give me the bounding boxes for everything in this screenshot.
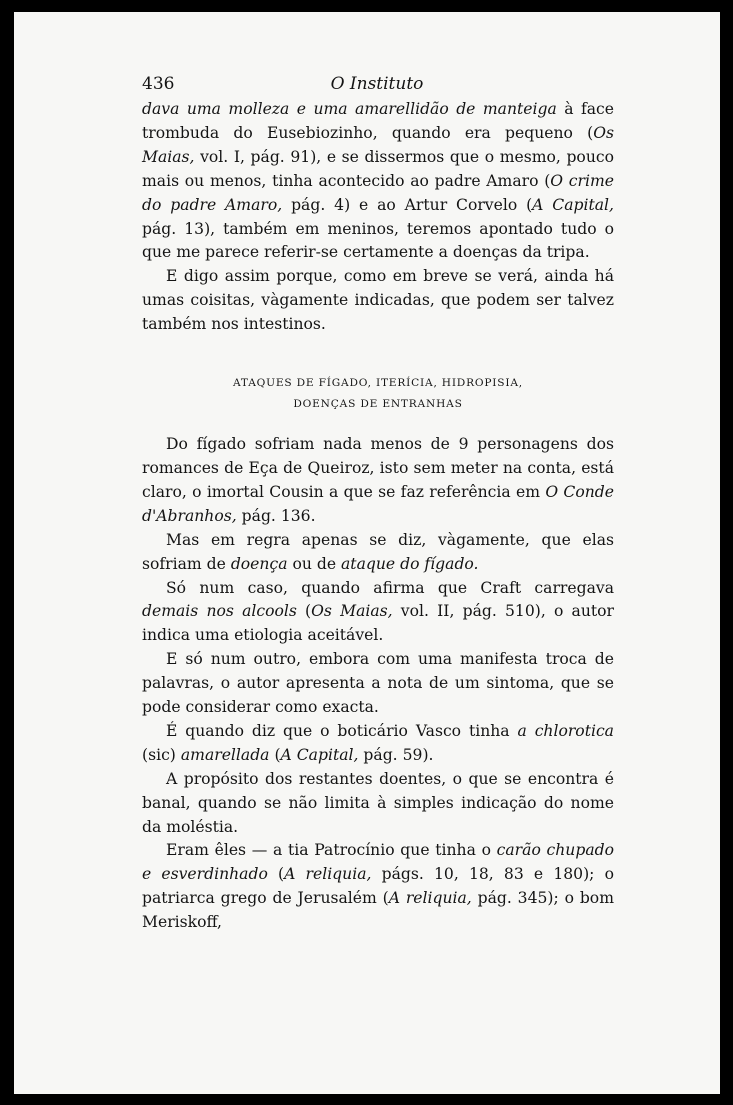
text-run: vol. I, pág. 91), e se dissermos que o mesmo, pouco mais ou menos, tinha acontecido ao padre Amaro ( [142,147,614,190]
italic-text-run: O Conde d'Abranhos, [142,482,614,525]
italic-text-run: Os Maias, [311,602,393,621]
italic-text-run: A reliquia, [388,889,472,908]
text-run: págs. 10, 18, 83 e 180); o patriarca grego de Jerusalém ( [142,865,614,908]
text-run: pág. 345); o bom Meriskoff, [142,889,614,932]
paragraph [142,648,614,720]
text-run: ( [269,745,281,764]
italic-text-run: A Capital, [532,195,614,214]
italic-text-run: demais nos alcools [142,602,297,621]
paragraph [142,839,614,935]
text-run: ou de [287,554,342,573]
page-body [142,98,614,935]
section-heading-line-2: DOENÇAS DE ENTRANHAS [293,398,463,411]
italic-text-run: ataque do fígado. [341,554,479,573]
text-run: ( [267,865,285,884]
paragraphs-before-heading [142,98,614,337]
italic-text-run: O crime do padre Amaro, [142,171,614,214]
text-run: A propósito dos restantes doentes, o que se encontra é banal, quando se não limita à simples indicação do nome da moléstia. [142,769,614,836]
running-title: O Instituto [330,74,424,94]
text-run: ( [296,602,312,621]
text-run: Só num caso, quando afirma que Craft carregava [166,578,614,597]
text-run: pág. 4) e ao Artur Corvelo ( [282,195,533,214]
text-run: É quando diz que o boticário Vasco tinha [166,721,518,740]
paragraphs-after-heading [142,433,614,935]
italic-text-run: dava uma molleza e uma amarellidão de manteiga [142,100,557,118]
text-run: Do fígado sofriam nada menos de 9 personagens dos romances de Eça de Queiroz, isto sem meter na conta, está claro, o imortal Cousin a que se faz referência em [142,435,614,501]
text-run: pág. 136. [236,506,316,525]
text-run: (sic) [142,745,181,764]
italic-text-run: A Capital, [280,745,359,764]
paragraph [142,720,614,768]
text-run: pág. 13), também em meninos, teremos apontado tudo o que me parece referir-se certamente a doenças da tripa. [142,219,614,262]
paragraph [142,768,614,840]
text-run: Eram êles — a tia Patrocínio que tinha o [166,841,497,860]
book-page [14,12,720,1094]
italic-text-run: a chlorotica [517,721,614,740]
text-run: vol. II, pág. 510), o autor indica uma etiologia aceitável. [142,602,614,645]
italic-text-run: Os Maias, [142,123,614,166]
paragraph [142,433,614,529]
text-run: E só num outro, embora com uma manifesta troca de palavras, o autor apresenta a nota de um sintoma, que se pode considerar como exacta. [142,650,614,717]
section-heading-line-1: ATAQUES DE FÍGADO, ITERÍCIA, HIDROPISIA, [233,377,523,390]
paragraph [142,265,614,337]
paragraph [142,529,614,577]
text-run: à face trombuda do Eusebiozinho, quando era pequeno ( [142,100,614,142]
italic-text-run: doença [230,554,288,573]
section-heading [142,373,614,415]
paragraph [142,98,614,265]
italic-text-run: A reliquia, [284,865,372,884]
italic-text-run: carão chupado e esverdinhado [142,841,614,884]
paragraph [142,577,614,649]
text-run: pág. 59). [358,745,434,764]
text-run: E digo assim porque, como em breve se verá, ainda há umas coisitas, vàgamente indicadas, que podem ser talvez também nos intestinos. [142,267,614,334]
italic-text-run: amarellada [180,745,270,764]
text-run: Mas em regra apenas se diz, vàgamente, que elas sofriam de [142,530,614,573]
page-number: 436 [142,74,175,94]
